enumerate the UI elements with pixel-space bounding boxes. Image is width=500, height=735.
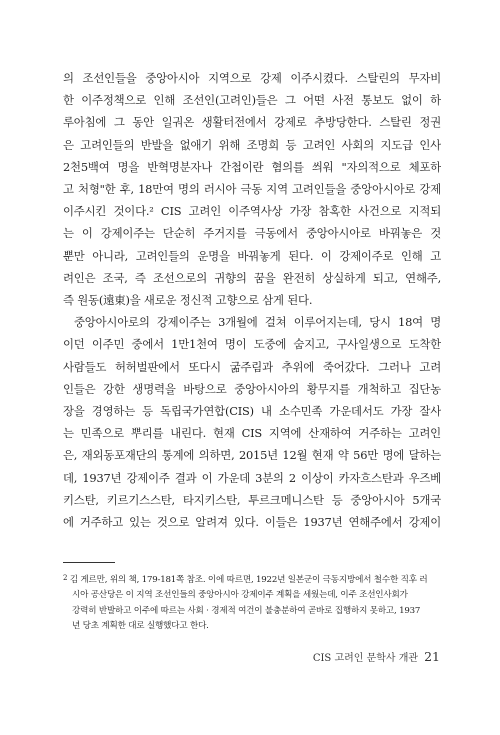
text-line: 는 이 강제이주는 단순히 주거지를 극동에서 중앙아시아로 바꿔놓은 것 — [63, 226, 441, 241]
text-line: 한 이주정책으로 인해 조선인(고려인)들은 그 어떤 사전 통보도 없이 하 — [63, 93, 441, 108]
text-line: 은, 재외동포재단의 통계에 의하면, 2015년 12월 현재 약 56만 명에 달하는 — [63, 448, 441, 463]
main-text — [63, 67, 441, 533]
text-line: 뿐만 아니라, 고려인들의 운명을 바꿔놓게 된다. 이 강제이주로 인해 고 — [63, 248, 441, 263]
text-line: 루아침에 그 동안 일궈온 생활터전에서 강제로 추방당한다. 스탈린 정권 — [63, 115, 441, 130]
paragraph-2 — [63, 311, 441, 533]
text-line: 의 조선인들을 중앙아시아 지역으로 강제 이주시켰다. 스탈린의 무자비 — [63, 71, 441, 85]
footnote-line: 강력히 반발하고 이주에 따르는 사회 · 경제적 여건이 불충분하여 곧바로 집행하지 못하고, 1937 — [72, 605, 421, 616]
page-footer — [313, 650, 440, 666]
page-number: 21 — [424, 649, 440, 664]
text-line: 2천5백여 명을 반혁명분자나 간첩이란 혐의를 씌워 "자의적으로 체포하 — [63, 159, 441, 174]
text-line: 은 고려인들의 반발을 없애기 위해 조명희 등 고려인 사회의 지도급 인사 — [63, 137, 441, 152]
running-title: CIS 고려인 문학사 개관 — [312, 653, 419, 664]
text-line: 는 민족으로 뿌리를 내린다. 현재 CIS 지역에 산재하여 거주하는 고려인 — [63, 426, 441, 441]
footnote-line: 년 당초 계획한 대로 실행했다고 한다. — [72, 621, 209, 632]
text-line: 이주시킨 것이다.² CIS 고려인 이주역사상 가장 참혹한 사건으로 지적되 — [63, 204, 441, 219]
text-line: 이던 이주민 중에서 1만1천여 명이 도중에 숨지고, 구사일생으로 도착한 — [63, 337, 441, 352]
footnote-line — [63, 571, 441, 588]
text-line: 사람들도 허허벌판에서 또다시 굶주림과 추위에 죽어갔다. 그러나 고려 — [63, 359, 441, 374]
footnote-text: 김 게르만, 위의 책, 179-181쪽 참조. 이에 따르면, 1922년 일본군이 극동지방에서 철수한 직후 러 — [69, 575, 428, 585]
text-line: 인들은 강한 생명력을 바탕으로 중앙아시아의 황무지를 개척하고 집단농 — [63, 381, 441, 396]
text-line: 중앙아시아로의 강제이주는 3개월에 걸쳐 이루어지는데, 당시 18여 명 — [74, 315, 441, 330]
text-line: 려인은 조국, 즉 조선으로의 귀향의 꿈을 완전히 상실하게 되고, 연해주, — [63, 270, 441, 285]
paragraph-1 — [63, 67, 441, 311]
footnote-marker: 2 — [63, 574, 68, 582]
footnote-divider — [63, 562, 115, 563]
footnote-line: 시아 공산당은 이 지역 조선인들의 중앙아시아 강제이주 계획을 세웠는데, 이주 조선인사회가 — [72, 590, 408, 601]
footnote — [63, 571, 441, 635]
text-line: 즉 원동(遠東)을 새로운 정신적 고향으로 삼게 된다. — [63, 293, 313, 308]
text-line: 에 거주하고 있는 것으로 알려져 있다. 이들은 1937년 연해주에서 강제이 — [63, 515, 441, 530]
text-line: 고 처형"한 후, 18만여 명의 러시아 극동 지역 고려인들을 중앙아시아로 강제 — [63, 182, 441, 197]
text-line: 키스탄, 키르기스스탄, 타지키스탄, 투르크메니스탄 등 중앙아시아 5개국 — [63, 492, 441, 507]
text-line: 장을 경영하는 등 독립국가연합(CIS) 내 소수민족 가운데서도 가장 잘사 — [63, 404, 441, 419]
text-line: 데, 1937년 강제이주 결과 이 가운데 3분의 2 이상이 카자흐스탄과 우즈베 — [63, 470, 441, 485]
